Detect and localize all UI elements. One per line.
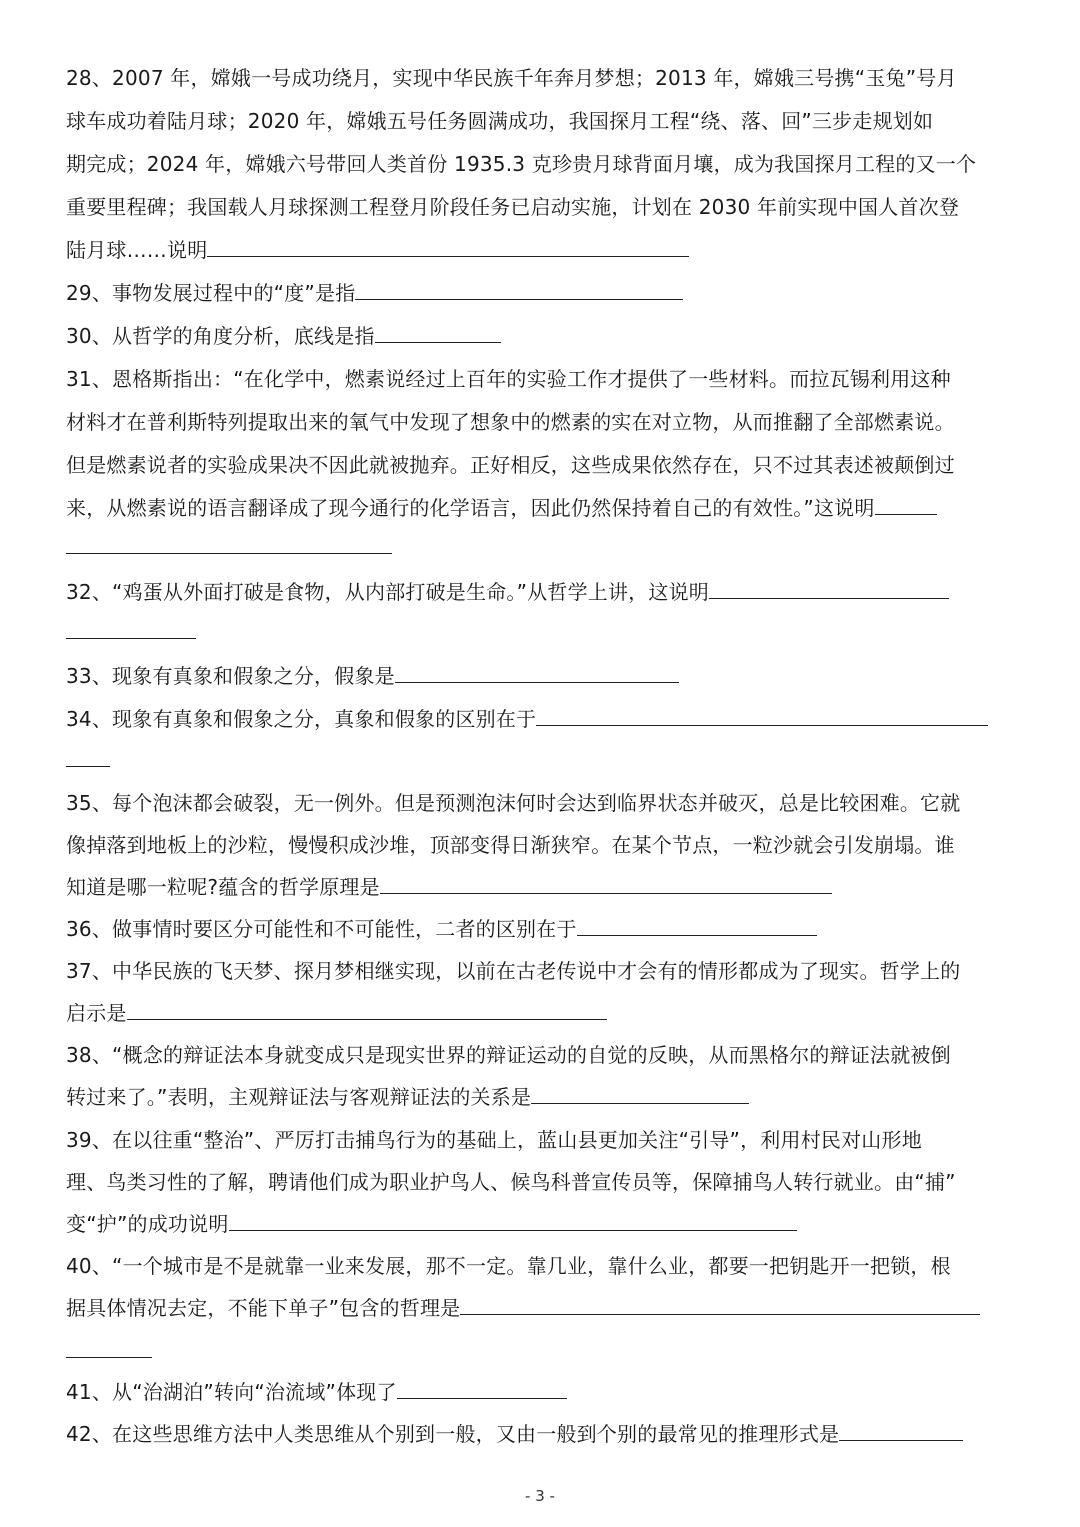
question-42-text: 42、在这些思维方法中人类思维从个别到一般，又由一般到个别的最常见的推理形式是: [66, 1422, 840, 1446]
question-35-line-1: 35、每个泡沫都会破裂，无一例外。但是预测泡沫何时会达到临界状态并破灭，总是比较困难。它就: [66, 791, 961, 815]
answer-blank-38[interactable]: [531, 1083, 749, 1104]
question-28-line-5: [66, 236, 689, 264]
question-39-line-3: [66, 1210, 797, 1238]
question-28-line-1: 28、2007 年，嫦娥一号成功绕月，实现中华民族千年奔月梦想；2013 年，嫦娥三号携“玉兔”号月: [66, 66, 957, 90]
question-40-line-1: 40、“一个城市是不是就靠一业来发展，那不一定。靠几业，靠什么业，都要一把钥匙开一把锁，根: [66, 1254, 951, 1278]
question-31-text: 来，从燃素说的语言翻译成了现今通行的化学语言，因此仍然保持着自己的有效性。”这说明: [66, 496, 875, 520]
question-29-text: 29、事物发展过程中的“度”是指: [66, 281, 356, 305]
question-39-line-1: 39、在以往重“整治”、严厉打击捕鸟行为的基础上，蓝山县更加关注“引导”，利用村民对山形地: [66, 1128, 922, 1152]
question-35-line-2: 像掉落到地板上的沙粒，慢慢积成沙堆，顶部变得日渐狭窄。在某个节点，一粒沙就会引发崩塌。谁: [66, 833, 955, 857]
question-34: [66, 705, 988, 733]
question-37-line-1: 37、中华民族的飞天梦、探月梦相继实现，以前在古老传说中才会有的情形都成为了现实。哲学上的: [66, 959, 961, 983]
answer-blank-34-a[interactable]: [536, 705, 988, 726]
answer-blank-39[interactable]: [229, 1210, 797, 1231]
answer-blank-35[interactable]: [380, 873, 832, 894]
question-33: [66, 662, 679, 690]
question-28-line-3: 期完成；2024 年，嫦娥六号带回人类首份 1935.3 克珍贵月球背面月壤，成为我国探月工程的又一个: [66, 152, 977, 176]
answer-blank-42[interactable]: [839, 1420, 963, 1441]
question-28-line-4: 重要里程碑；我国载人月球探测工程登月阶段任务已启动实施，计划在 2030 年前实现中国人首次登: [66, 195, 960, 219]
question-39-line-2: 理、鸟类习性的了解，聘请他们成为职业护鸟人、候鸟科普宣传员等，保障捕鸟人转行就业。由“捕”: [66, 1170, 956, 1194]
question-31-line-2: 材料才在普利斯特列提取出来的氧气中发现了想象中的燃素的实在对立物，从而推翻了全部燃素说。: [66, 410, 955, 434]
answer-blank-36[interactable]: [577, 915, 817, 936]
answer-blank-32-b[interactable]: [66, 638, 196, 639]
question-31-line-3: 但是燃素说者的实验成果决不因此就被抛弃。正好相反，这些成果依然存在，只不过其表述被颠倒过: [66, 453, 955, 477]
question-30-text: 30、从哲学的角度分析，底线是指: [66, 324, 375, 348]
answer-blank-30[interactable]: [375, 322, 501, 343]
answer-blank-29[interactable]: [355, 279, 683, 300]
question-28-line-2: 球车成功着陆月球；2020 年，嫦娥五号任务圆满成功，我国探月工程“绕、落、回”三步走规划如: [66, 109, 934, 133]
question-29: [66, 279, 683, 307]
question-28-text: 陆月球……说明: [66, 238, 208, 262]
answer-blank-40-a[interactable]: [460, 1294, 980, 1315]
question-42: [66, 1420, 963, 1448]
answer-blank-37[interactable]: [127, 999, 607, 1020]
question-34-text: 34、现象有真象和假象之分，真象和假象的区别在于: [66, 707, 537, 731]
question-40-text: 据具体情况去定，不能下单子”包含的哲理是: [66, 1296, 461, 1320]
question-36: [66, 915, 817, 943]
answer-blank-34-b[interactable]: [66, 766, 110, 767]
answer-blank-33[interactable]: [395, 662, 679, 683]
question-35-text: 知道是哪一粒呢?蕴含的哲学原理是: [66, 875, 380, 899]
question-30: [66, 322, 501, 350]
question-37-line-2: [66, 999, 607, 1027]
question-38-text: 转过来了。”表明，主观辩证法与客观辩证法的关系是: [66, 1085, 532, 1109]
question-38-line-1: 38、“概念的辩证法本身就变成只是现实世界的辩证运动的自觉的反映，从而黑格尔的辩证法就被倒: [66, 1043, 951, 1067]
question-40-line-2: [66, 1294, 980, 1322]
question-31-line-4: [66, 494, 937, 522]
answer-blank-31-b[interactable]: [66, 553, 392, 554]
answer-blank-41[interactable]: [397, 1378, 567, 1399]
question-35-line-3: [66, 873, 832, 901]
question-41: [66, 1378, 567, 1406]
question-36-text: 36、做事情时要区分可能性和不可能性，二者的区别在于: [66, 917, 577, 941]
question-32-text: 32、“鸡蛋从外面打破是食物，从内部打破是生命。”从哲学上讲，这说明: [66, 580, 709, 604]
question-32: [66, 578, 949, 606]
page-number: - 3 -: [525, 1487, 555, 1505]
question-37-text: 启示是: [66, 1001, 127, 1025]
answer-blank-31-a[interactable]: [875, 494, 937, 515]
question-38-line-2: [66, 1083, 749, 1111]
answer-blank-28[interactable]: [207, 236, 689, 257]
question-39-text: 变“护”的成功说明: [66, 1212, 229, 1236]
question-33-text: 33、现象有真象和假象之分，假象是: [66, 664, 395, 688]
answer-blank-32-a[interactable]: [709, 578, 949, 599]
question-31-line-1: 31、恩格斯指出：“在化学中，燃素说经过上百年的实验工作才提供了一些材料。而拉瓦锡利用这种: [66, 367, 951, 391]
question-41-text: 41、从“治湖泊”转向“治流域”体现了: [66, 1380, 397, 1404]
answer-blank-40-b[interactable]: [66, 1357, 152, 1358]
